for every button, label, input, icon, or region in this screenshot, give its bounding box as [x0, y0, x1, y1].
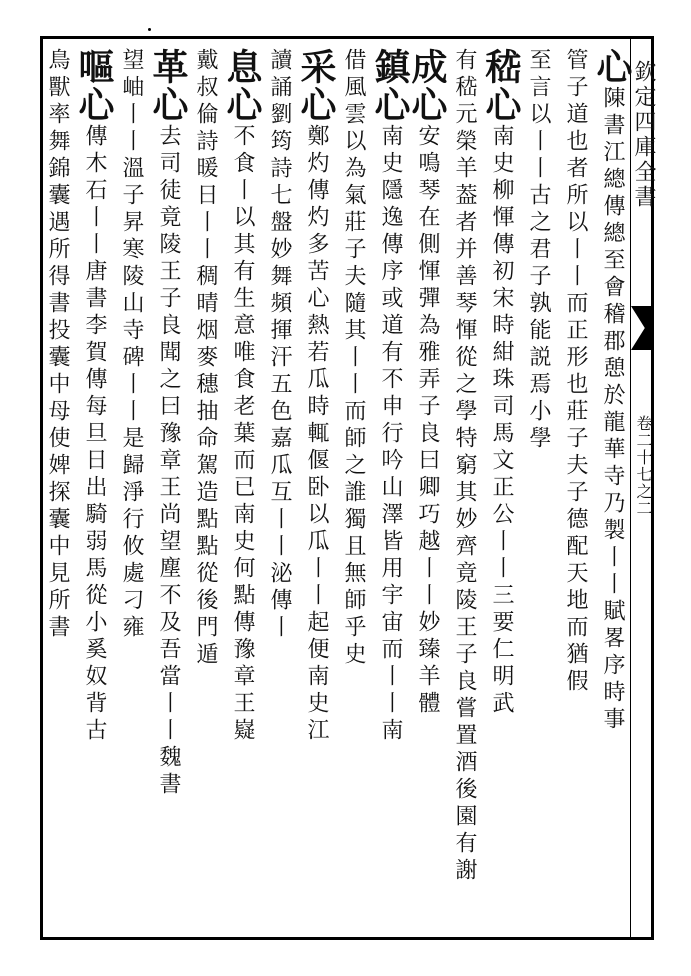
text-column: 戴叔倫詩暖日丨丨稠晴烟麥穗抽命駕造點點從後門遁	[193, 48, 218, 669]
text-column: 嵇心南史柳惲傳初宋時紺珠司馬文正公丨丨三要仁明武	[480, 48, 522, 718]
text-column: 嘔心傳木石丨丨唐書李賀傳每旦日出騎弱馬從小奚奴背古	[73, 48, 115, 745]
volume-label: 卷二十七之二	[634, 415, 653, 517]
text-column: 鳥獸率舞錦囊遇所得書投囊中母使婢探囊中見所書	[45, 48, 70, 642]
text-column: 心陳書江總傳總至會稽郡憩於龍華寺乃製丨丨賦畧序時事	[591, 48, 633, 734]
text-column: 借風雲以為氣莊子夫隨其丨丨而師之誰獨且無師乎史	[341, 48, 366, 669]
text-column: 革心去司徒竟陵王子良聞之曰豫章王尚望塵不及吾當丨丨魏書	[147, 48, 189, 799]
text-column: 管子道也者所以丨丨而正形也莊子夫子德配天地而猶假	[563, 48, 588, 696]
text-column: 讀誦劉筠詩七盤妙舞頻揮汗五色嘉瓜互丨丨泌傳丨	[267, 48, 292, 642]
text-column: 采心鄭灼傳灼多苦心熱若瓜時輒偃卧以瓜丨丨起便南史江	[295, 48, 337, 745]
text-column: 有嵇元榮羊葢者并善琴惲從之學特窮其妙齊竟陵王子良嘗置酒後園有謝	[452, 48, 477, 885]
text-column: 鎮心南史隱逸傳序或道有不申行吟山澤皆用宇宙而丨丨南	[369, 48, 411, 745]
text-columns	[45, 48, 633, 928]
text-column: 成心安鳴琴在側惲彈為雅弄子良曰卿巧越丨丨妙臻羊體	[406, 48, 448, 718]
book-title: 欽定四庫全書	[631, 60, 656, 210]
text-column: 望岫丨丨溫子昇寒陵山寺碑丨丨是歸淨行攸處刁雍	[119, 48, 144, 642]
ink-speck	[148, 28, 151, 31]
text-column: 息心不食丨以其有生意唯食老葉而已南史何點傳豫章王嶷	[221, 48, 263, 745]
text-column: 至言以丨丨古之君子孰能説焉小學	[526, 48, 551, 453]
